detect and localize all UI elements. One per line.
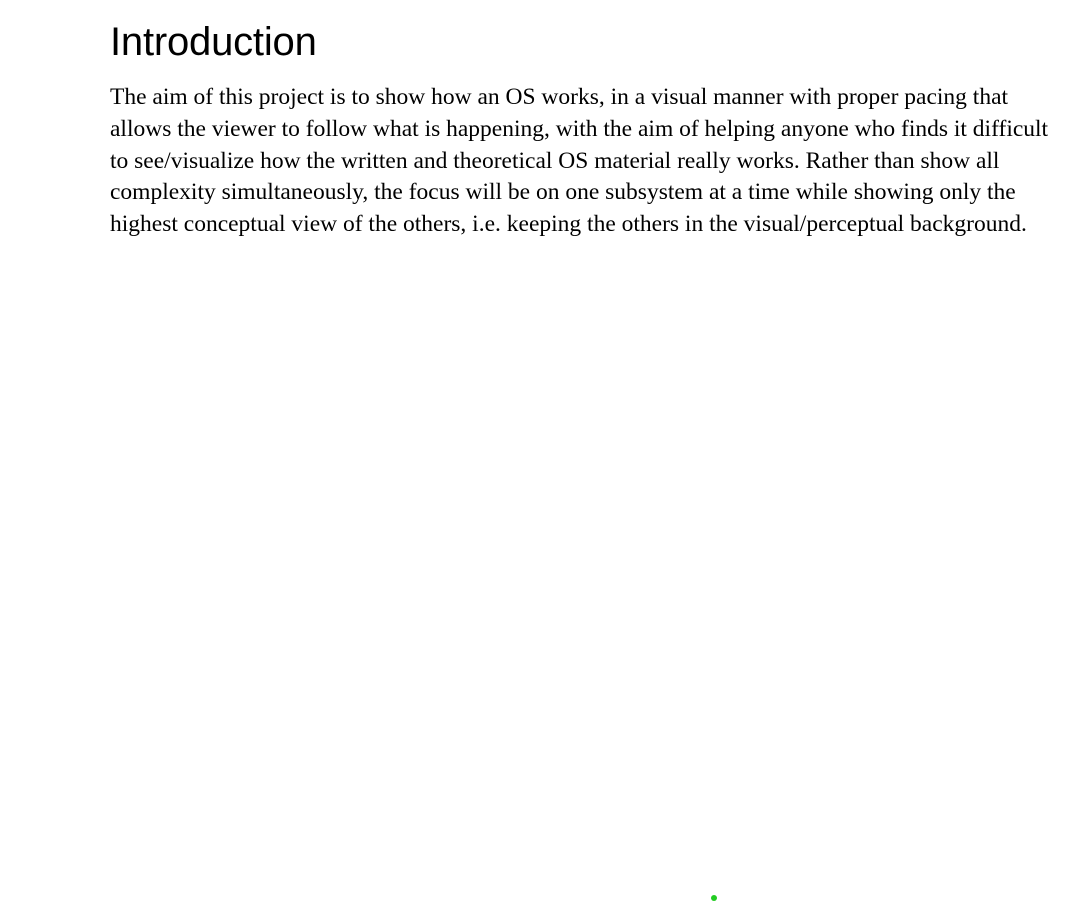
green-dot-marker: [711, 895, 717, 901]
intro-paragraph: The aim of this project is to show how an OS works, in a visual manner with proper pacing that allows the viewer to follow what is happening, with the aim of helping anyone who finds it difficult to see/visualize how the written and theoretical OS material really works. Rather than show all complexity simultaneously, the focus will be on one subsystem at a time while showing only the highest conceptual view of the others, i.e. keeping the others in the visual/perceptual background.: [110, 84, 1049, 238]
page-title: Introduction: [110, 20, 317, 64]
